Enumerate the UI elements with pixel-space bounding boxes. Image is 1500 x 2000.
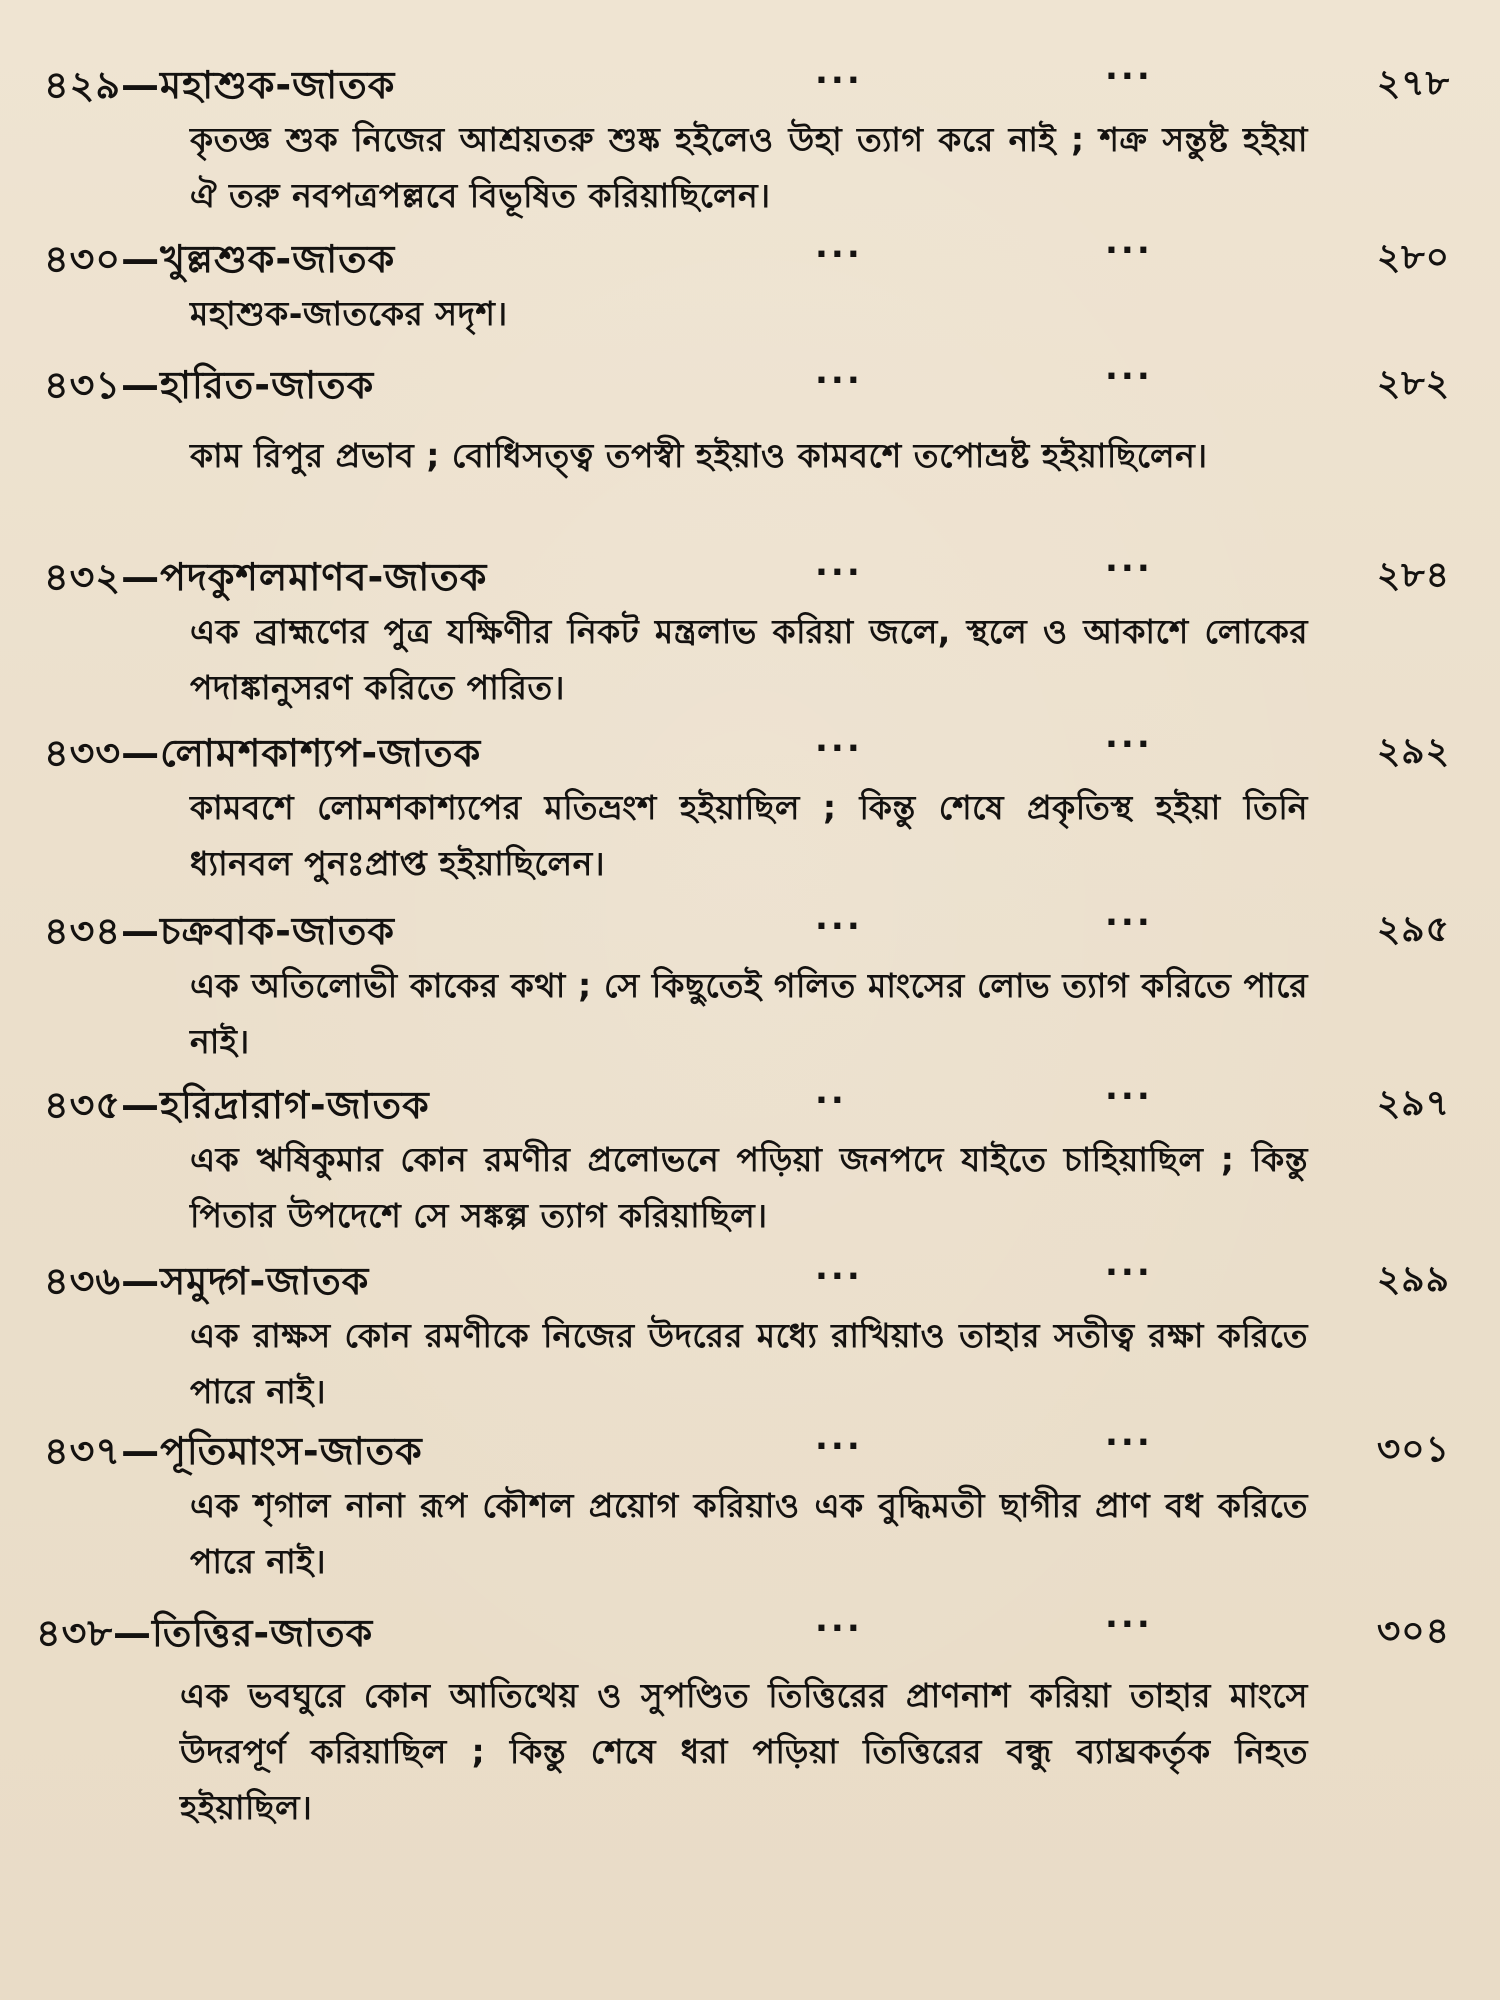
toc-entry-header [0,1596,1500,1660]
entry-title: চক্রবাক-জাতক [160,909,395,953]
entry-description: এক ভবঘুরে কোন আতিথেয় ও সুপণ্ডিত তিত্তিরের প্রাণনাশ করিয়া তাহার মাংসে উদরপূর্ণ করিয়াছিল ; কিন্তু শেষে ধরা পড়িয়া তিত্তিরের বন্ধু ব্যাঘ্রকর্তৃক নিহত হইয়াছিল। [180,1676,1308,1827]
leader-dots: ... [815,720,863,760]
entry-title: পূতিমাংস-জাতক [160,1429,423,1473]
entry-number: ৪৩৪ [44,909,122,953]
entry-page-number: ২৮৪ [1376,555,1450,596]
leader-dots: ... [815,226,863,266]
toc-entry-header [0,540,1500,604]
entry-number: ৪৩৮ [36,1611,114,1655]
em-dash: — [121,237,161,281]
toc-entry [0,222,1500,342]
em-dash: — [121,363,161,407]
entry-title: তিত্তির-জাতক [152,1611,374,1655]
leader-dots: ... [815,544,863,584]
entry-title: লোমশকাশ্যপ-জাতক [160,731,482,775]
leader-dots: ... [815,352,863,392]
toc-entry-header [0,348,1500,412]
leader-dots: ... [815,898,863,938]
toc-entry-header [0,1244,1500,1308]
entry-description: এক ব্রাহ্মণের পুত্র যক্ষিণীর নিকট মন্ত্রলাভ করিয়া জলে, স্থলে ও আকাশে লোকের পদাঙ্কানুসরণ করিতে পারিত। [190,612,1308,707]
leader-dots: ... [1105,540,1153,580]
entry-number: ৪৩২ [44,555,122,599]
entry-number: ৪৩৫ [44,1083,122,1127]
toc-entry-header [0,716,1500,780]
entry-title: হারিত-জাতক [160,363,375,407]
entry-description: কৃতজ্ঞ শুক নিজের আশ্রয়তরু শুষ্ক হইলেও উহা ত্যাগ করে নাই ; শক্র সন্তুষ্ট হইয়া ঐ তরু নবপত্রপল্লবে বিভূষিত করিয়াছিলেন। [190,120,1308,215]
entry-page-number: ২৮০ [1376,237,1450,278]
em-dash: — [121,555,161,599]
entry-description: কামবশে লোমশকাশ্যপের মতিভ্রংশ হইয়াছিল ; কিন্তু শেষে প্রকৃতিস্থ হইয়া তিনি ধ্যানবল পুনঃপ্রাপ্ত হইয়াছিলেন। [190,788,1308,883]
toc-entry [0,1596,1500,1836]
leader-dots: ... [1105,1068,1153,1108]
em-dash: — [121,1429,161,1473]
leader-dots: ... [815,1418,863,1458]
toc-entry [0,716,1500,892]
toc-entry-header [0,1068,1500,1132]
leader-dots: ... [1105,48,1153,88]
entry-page-number: ৩০৪ [1376,1611,1450,1652]
toc-entry [0,540,1500,716]
em-dash: — [121,731,161,775]
toc-entry [0,1068,1500,1244]
leader-dots: ... [1105,1596,1153,1636]
entry-description: এক রাক্ষস কোন রমণীকে নিজের উদরের মধ্যে রাখিয়াও তাহার সতীত্ব রক্ষা করিতে পারে নাই। [190,1316,1308,1411]
entry-page-number: ২৮২ [1376,363,1450,404]
entry-number: ৪৩১ [44,363,122,407]
toc-entry-header [0,48,1500,112]
leader-dots: ... [815,1600,863,1640]
leader-dots: ... [1105,1414,1153,1454]
leader-dots: ... [1105,1244,1153,1284]
em-dash: — [121,1083,161,1127]
em-dash: — [121,63,161,107]
entry-number: ৪৩৭ [44,1429,122,1473]
entry-number: ৪৩৬ [44,1259,122,1303]
toc-entry [0,1244,1500,1420]
entry-number: ৪৩০ [44,237,122,281]
entry-page-number: ২৯৭ [1376,1083,1450,1124]
leader-dots: ... [1105,348,1153,388]
entry-title: মহাশুক-জাতক [160,63,396,107]
entry-number: ৪৩৩ [44,731,122,775]
entry-description: এক ঋষিকুমার কোন রমণীর প্রলোভনে পড়িয়া জনপদে যাইতে চাহিয়াছিল ; কিন্তু পিতার উপদেশে সে সঙ্কল্প ত্যাগ করিয়াছিল। [190,1140,1308,1235]
entry-page-number: ৩০১ [1376,1429,1450,1470]
leader-dots: ... [815,52,863,92]
entry-page-number: ২৯৫ [1376,909,1450,950]
toc-entry [0,348,1500,484]
leader-dots: ... [1105,894,1153,934]
entry-page-number: ২৯৯ [1376,1259,1450,1300]
em-dash: — [121,1259,161,1303]
entry-description: এক শৃগাল নানা রূপ কৌশল প্রয়োগ করিয়াও এক বুদ্ধিমতী ছাগীর প্রাণ বধ করিতে পারে নাই। [190,1486,1308,1581]
entry-title: সমুদ্গ-জাতক [160,1259,370,1303]
entry-page-number: ২৯২ [1376,731,1450,772]
em-dash: — [113,1611,153,1655]
em-dash: — [121,909,161,953]
leader-dots: ... [1105,716,1153,756]
toc-entry-header [0,894,1500,958]
leader-dots: .. [815,1072,847,1112]
entry-title: পদকুশলমাণব-জাতক [160,555,488,599]
toc-entry-header [0,1414,1500,1478]
toc-entry [0,1414,1500,1590]
entry-description: এক অতিলোভী কাকের কথা ; সে কিছুতেই গলিত মাংসের লোভ ত্যাগ করিতে পারে নাই। [190,966,1308,1061]
leader-dots: ... [815,1248,863,1288]
entry-title: খুল্লশুক-জাতক [160,237,396,281]
entry-description: মহাশুক-জাতকের সদৃশ। [190,294,508,333]
entry-title: হরিদ্রারাগ-জাতক [160,1083,430,1127]
entry-description: কাম রিপুর প্রভাব ; বোধিসত্ত্ব তপস্বী হইয়াও কামবশে তপোভ্রষ্ট হইয়াছিলেন। [190,436,1208,475]
leader-dots: ... [1105,222,1153,262]
toc-entry [0,48,1500,224]
toc-entry-header [0,222,1500,286]
entry-page-number: ২৭৮ [1376,63,1450,104]
entry-number: ৪২৯ [44,63,122,107]
toc-entry [0,894,1500,1070]
